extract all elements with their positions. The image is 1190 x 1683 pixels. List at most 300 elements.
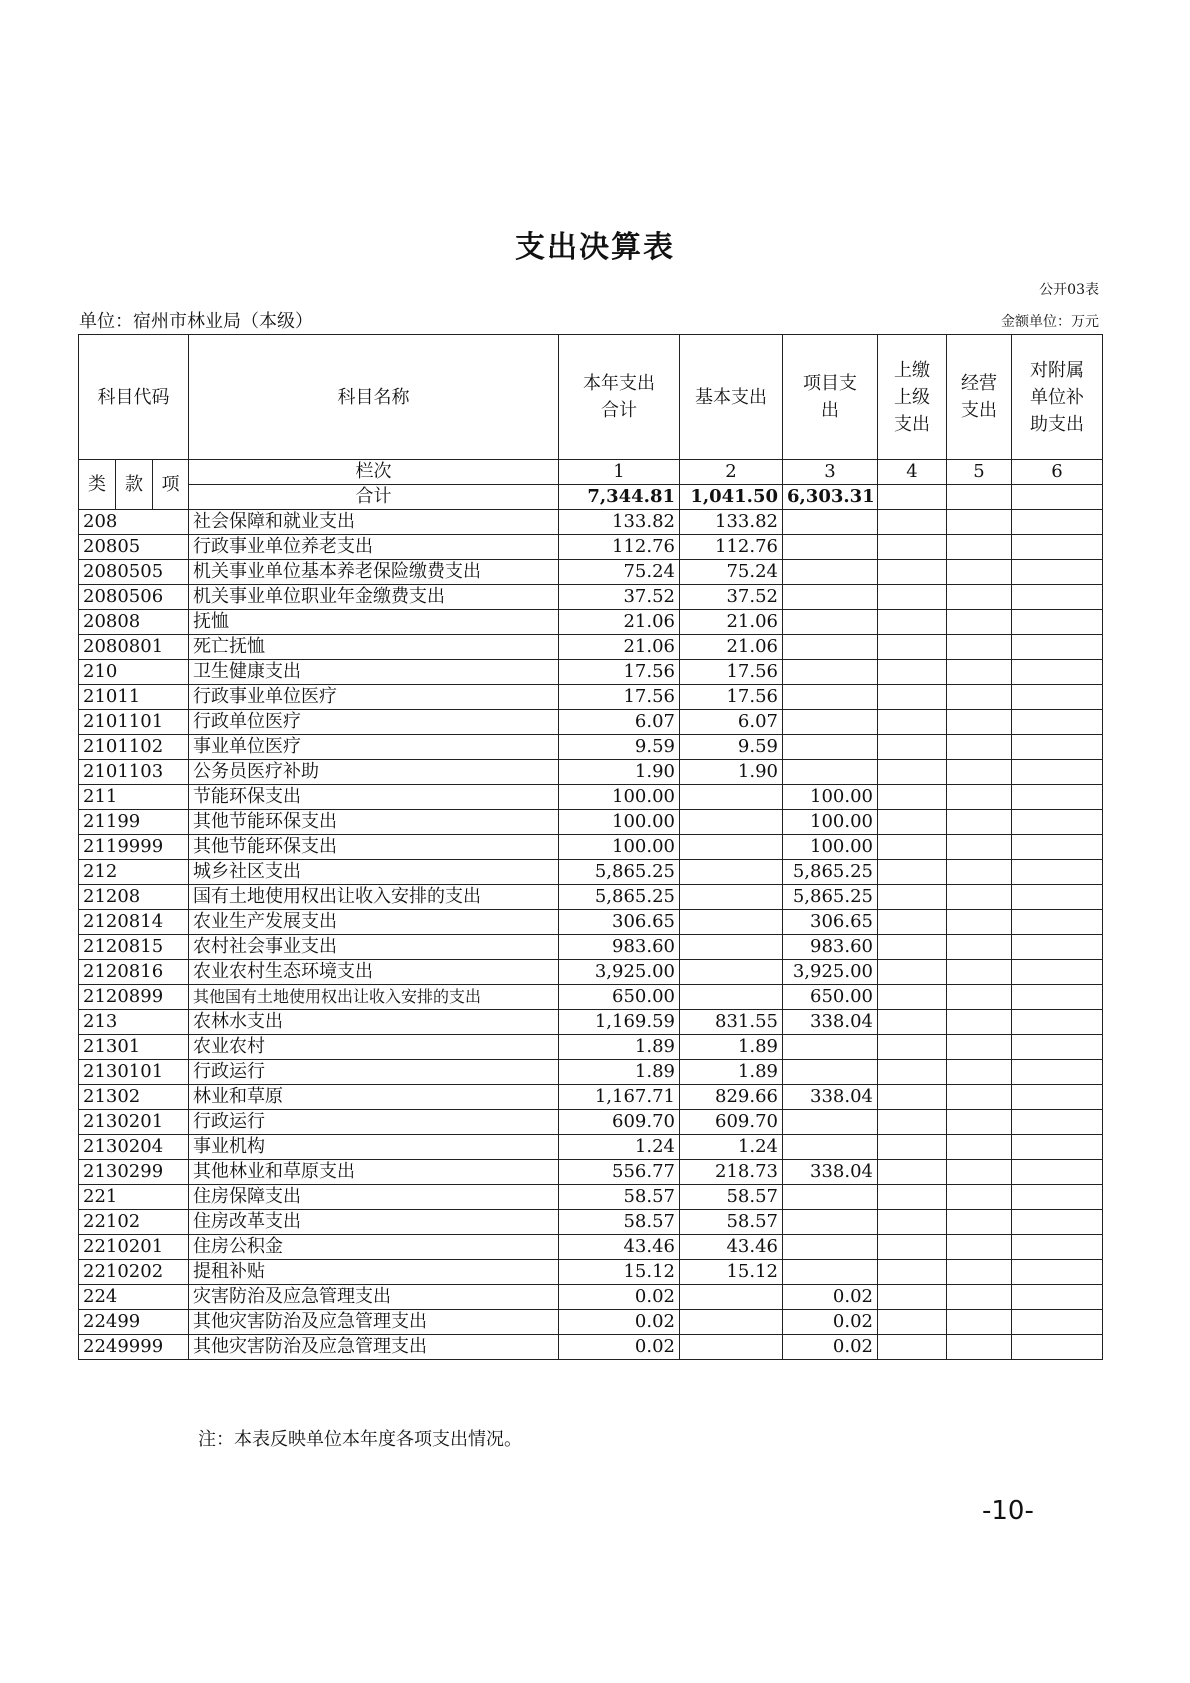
row-code: 208 xyxy=(79,510,189,535)
row-project xyxy=(783,535,878,560)
row-subsidy xyxy=(1012,1310,1103,1335)
row-project xyxy=(783,560,878,585)
row-total: 43.46 xyxy=(559,1235,680,1260)
table-row xyxy=(79,535,1103,560)
row-name: 死亡抚恤 xyxy=(189,635,559,660)
table-row xyxy=(79,1110,1103,1135)
row-code: 2120899 xyxy=(79,985,189,1010)
row-subsidy xyxy=(1012,660,1103,685)
row-total: 15.12 xyxy=(559,1260,680,1285)
row-project: 983.60 xyxy=(783,935,878,960)
row-project xyxy=(783,1060,878,1085)
row-business xyxy=(947,810,1012,835)
row-name: 节能环保支出 xyxy=(189,785,559,810)
row-code: 212 xyxy=(79,860,189,885)
header-row xyxy=(79,335,1103,460)
row-name: 其他国有土地使用权出让收入安排的支出 xyxy=(189,985,559,1010)
row-name: 行政运行 xyxy=(189,1110,559,1135)
row-total: 1,169.59 xyxy=(559,1010,680,1035)
column-index-row xyxy=(79,460,1103,485)
row-basic: 75.24 xyxy=(680,560,783,585)
row-upper xyxy=(878,1185,947,1210)
header-total: 本年支出合计 xyxy=(559,335,680,460)
row-name: 其他节能环保支出 xyxy=(189,810,559,835)
row-project xyxy=(783,710,878,735)
row-code: 22499 xyxy=(79,1310,189,1335)
row-business xyxy=(947,1060,1012,1085)
col-index-3: 3 xyxy=(783,460,878,485)
header-upper: 上缴上级支出 xyxy=(878,335,947,460)
page-number: -10- xyxy=(982,1496,1034,1526)
row-business xyxy=(947,1085,1012,1110)
row-total: 58.57 xyxy=(559,1185,680,1210)
row-business xyxy=(947,935,1012,960)
row-project: 306.65 xyxy=(783,910,878,935)
table-row xyxy=(79,1060,1103,1085)
row-name: 行政事业单位医疗 xyxy=(189,685,559,710)
row-subsidy xyxy=(1012,635,1103,660)
col-index-5: 5 xyxy=(947,460,1012,485)
row-subsidy xyxy=(1012,885,1103,910)
row-basic xyxy=(680,1310,783,1335)
table-row xyxy=(79,1235,1103,1260)
row-name: 事业单位医疗 xyxy=(189,735,559,760)
row-basic: 58.57 xyxy=(680,1185,783,1210)
row-code: 221 xyxy=(79,1185,189,1210)
table-row xyxy=(79,1335,1103,1360)
row-name: 社会保障和就业支出 xyxy=(189,510,559,535)
row-business xyxy=(947,1310,1012,1335)
row-project xyxy=(783,635,878,660)
row-upper xyxy=(878,1335,947,1360)
row-business xyxy=(947,885,1012,910)
row-subsidy xyxy=(1012,760,1103,785)
row-subsidy xyxy=(1012,1185,1103,1210)
table-row xyxy=(79,635,1103,660)
row-subsidy xyxy=(1012,585,1103,610)
row-business xyxy=(947,1210,1012,1235)
row-subsidy xyxy=(1012,1335,1103,1360)
row-code: 2249999 xyxy=(79,1335,189,1360)
row-code: 2120814 xyxy=(79,910,189,935)
row-code: 2101103 xyxy=(79,760,189,785)
row-business xyxy=(947,785,1012,810)
header-business: 经营支出 xyxy=(947,335,1012,460)
row-upper xyxy=(878,885,947,910)
header-subsidy: 对附属单位补助支出 xyxy=(1012,335,1103,460)
row-basic: 218.73 xyxy=(680,1160,783,1185)
row-project: 100.00 xyxy=(783,835,878,860)
row-business xyxy=(947,585,1012,610)
table-row xyxy=(79,1010,1103,1035)
row-upper xyxy=(878,535,947,560)
row-basic: 133.82 xyxy=(680,510,783,535)
row-project: 0.02 xyxy=(783,1310,878,1335)
amount-unit: 金额单位：万元 xyxy=(1001,314,1099,330)
row-business xyxy=(947,1035,1012,1060)
row-total: 0.02 xyxy=(559,1335,680,1360)
row-code: 211 xyxy=(79,785,189,810)
row-upper xyxy=(878,810,947,835)
row-subsidy xyxy=(1012,935,1103,960)
table-note: 注：本表反映单位本年度各项支出情况。 xyxy=(198,1429,522,1450)
row-basic xyxy=(680,960,783,985)
row-code: 2080801 xyxy=(79,635,189,660)
row-basic xyxy=(680,810,783,835)
row-subsidy xyxy=(1012,1110,1103,1135)
row-basic: 37.52 xyxy=(680,585,783,610)
row-basic xyxy=(680,785,783,810)
label-lanci: 栏次 xyxy=(189,460,559,485)
table-row xyxy=(79,960,1103,985)
row-basic: 15.12 xyxy=(680,1260,783,1285)
row-upper xyxy=(878,1110,947,1135)
table-row xyxy=(79,1160,1103,1185)
row-name: 抚恤 xyxy=(189,610,559,635)
table-row xyxy=(79,1185,1103,1210)
row-project: 338.04 xyxy=(783,1010,878,1035)
table-row xyxy=(79,560,1103,585)
row-total: 609.70 xyxy=(559,1110,680,1135)
table-row xyxy=(79,660,1103,685)
row-upper xyxy=(878,985,947,1010)
row-name: 其他林业和草原支出 xyxy=(189,1160,559,1185)
table-row xyxy=(79,810,1103,835)
row-subsidy xyxy=(1012,960,1103,985)
row-code: 2080505 xyxy=(79,560,189,585)
row-business xyxy=(947,1260,1012,1285)
row-project xyxy=(783,585,878,610)
row-code: 213 xyxy=(79,1010,189,1035)
row-upper xyxy=(878,560,947,585)
row-subsidy xyxy=(1012,710,1103,735)
row-subsidy xyxy=(1012,560,1103,585)
row-basic: 112.76 xyxy=(680,535,783,560)
row-code: 2130201 xyxy=(79,1110,189,1135)
row-business xyxy=(947,1335,1012,1360)
row-total: 100.00 xyxy=(559,785,680,810)
total-amount: 7,344.81 xyxy=(559,485,680,510)
table-row xyxy=(79,585,1103,610)
row-project: 3,925.00 xyxy=(783,960,878,985)
row-total: 100.00 xyxy=(559,810,680,835)
expenditure-table xyxy=(78,334,1103,1360)
row-subsidy xyxy=(1012,610,1103,635)
total-subsidy xyxy=(1012,485,1103,510)
table-row xyxy=(79,1310,1103,1335)
row-basic xyxy=(680,835,783,860)
row-subsidy xyxy=(1012,1235,1103,1260)
row-name: 农业农村 xyxy=(189,1035,559,1060)
row-total: 17.56 xyxy=(559,685,680,710)
table-row xyxy=(79,760,1103,785)
row-project: 338.04 xyxy=(783,1160,878,1185)
row-subsidy xyxy=(1012,685,1103,710)
page-title: 支出决算表 xyxy=(515,230,675,265)
row-project: 100.00 xyxy=(783,810,878,835)
row-basic: 17.56 xyxy=(680,660,783,685)
row-total: 21.06 xyxy=(559,635,680,660)
row-basic: 609.70 xyxy=(680,1110,783,1135)
row-subsidy xyxy=(1012,1010,1103,1035)
row-upper xyxy=(878,760,947,785)
row-upper xyxy=(878,1285,947,1310)
row-business xyxy=(947,560,1012,585)
row-business xyxy=(947,710,1012,735)
row-upper xyxy=(878,960,947,985)
row-business xyxy=(947,1185,1012,1210)
row-upper xyxy=(878,1235,947,1260)
col-index-1: 1 xyxy=(559,460,680,485)
row-upper xyxy=(878,510,947,535)
total-project: 6,303.31 xyxy=(783,485,878,510)
row-business xyxy=(947,860,1012,885)
row-project xyxy=(783,610,878,635)
row-upper xyxy=(878,735,947,760)
row-total: 306.65 xyxy=(559,910,680,935)
row-subsidy xyxy=(1012,510,1103,535)
header-kuan: 款 xyxy=(116,460,153,510)
row-business xyxy=(947,910,1012,935)
table-row xyxy=(79,910,1103,935)
row-total: 112.76 xyxy=(559,535,680,560)
row-total: 3,925.00 xyxy=(559,960,680,985)
row-project: 0.02 xyxy=(783,1285,878,1310)
row-project xyxy=(783,685,878,710)
row-total: 75.24 xyxy=(559,560,680,585)
row-code: 224 xyxy=(79,1285,189,1310)
row-project: 5,865.25 xyxy=(783,885,878,910)
row-project xyxy=(783,660,878,685)
row-subsidy xyxy=(1012,785,1103,810)
header-code: 科目代码 xyxy=(79,335,189,460)
row-name: 其他节能环保支出 xyxy=(189,835,559,860)
row-basic: 17.56 xyxy=(680,685,783,710)
row-code: 2130299 xyxy=(79,1160,189,1185)
row-code: 21011 xyxy=(79,685,189,710)
row-name: 事业机构 xyxy=(189,1135,559,1160)
row-basic xyxy=(680,860,783,885)
col-index-2: 2 xyxy=(680,460,783,485)
row-basic xyxy=(680,885,783,910)
row-total: 1,167.71 xyxy=(559,1085,680,1110)
row-code: 20805 xyxy=(79,535,189,560)
row-basic xyxy=(680,1285,783,1310)
row-name: 灾害防治及应急管理支出 xyxy=(189,1285,559,1310)
row-upper xyxy=(878,710,947,735)
row-total: 1.89 xyxy=(559,1060,680,1085)
header-xiang: 项 xyxy=(153,460,189,510)
total-upper xyxy=(878,485,947,510)
row-name: 卫生健康支出 xyxy=(189,660,559,685)
row-business xyxy=(947,1285,1012,1310)
row-business xyxy=(947,735,1012,760)
row-total: 0.02 xyxy=(559,1310,680,1335)
header-project: 项目支出 xyxy=(783,335,878,460)
row-upper xyxy=(878,1310,947,1335)
table-row xyxy=(79,835,1103,860)
row-code: 2101101 xyxy=(79,710,189,735)
table-row xyxy=(79,610,1103,635)
form-number: 公开03表 xyxy=(1039,282,1099,298)
row-total: 0.02 xyxy=(559,1285,680,1310)
row-basic: 21.06 xyxy=(680,635,783,660)
row-total: 983.60 xyxy=(559,935,680,960)
row-business xyxy=(947,1010,1012,1035)
row-business xyxy=(947,535,1012,560)
row-basic xyxy=(680,985,783,1010)
row-total: 1.24 xyxy=(559,1135,680,1160)
label-heji: 合计 xyxy=(189,485,559,510)
row-project: 5,865.25 xyxy=(783,860,878,885)
table-row xyxy=(79,735,1103,760)
row-upper xyxy=(878,835,947,860)
row-name: 住房改革支出 xyxy=(189,1210,559,1235)
row-business xyxy=(947,1160,1012,1185)
row-upper xyxy=(878,1010,947,1035)
row-total: 5,865.25 xyxy=(559,885,680,910)
row-upper xyxy=(878,785,947,810)
row-project xyxy=(783,735,878,760)
table-row xyxy=(79,1210,1103,1235)
table-row xyxy=(79,885,1103,910)
table-row xyxy=(79,935,1103,960)
row-basic: 43.46 xyxy=(680,1235,783,1260)
row-upper xyxy=(878,1160,947,1185)
row-project xyxy=(783,1110,878,1135)
row-code: 2210202 xyxy=(79,1260,189,1285)
row-name: 农林水支出 xyxy=(189,1010,559,1035)
row-business xyxy=(947,760,1012,785)
row-code: 21302 xyxy=(79,1085,189,1110)
row-basic: 1.24 xyxy=(680,1135,783,1160)
row-subsidy xyxy=(1012,910,1103,935)
row-subsidy xyxy=(1012,1160,1103,1185)
total-row xyxy=(79,485,1103,510)
row-project xyxy=(783,1210,878,1235)
row-basic: 21.06 xyxy=(680,610,783,635)
row-basic: 831.55 xyxy=(680,1010,783,1035)
row-code: 21301 xyxy=(79,1035,189,1060)
row-name: 国有土地使用权出让收入安排的支出 xyxy=(189,885,559,910)
row-code: 2210201 xyxy=(79,1235,189,1260)
row-business xyxy=(947,1235,1012,1260)
row-business xyxy=(947,635,1012,660)
row-upper xyxy=(878,1260,947,1285)
row-code: 2120816 xyxy=(79,960,189,985)
row-code: 2080506 xyxy=(79,585,189,610)
row-basic: 1.90 xyxy=(680,760,783,785)
row-total: 100.00 xyxy=(559,835,680,860)
row-basic: 829.66 xyxy=(680,1085,783,1110)
row-business xyxy=(947,1135,1012,1160)
row-project: 0.02 xyxy=(783,1335,878,1360)
row-subsidy xyxy=(1012,1260,1103,1285)
row-name: 住房公积金 xyxy=(189,1235,559,1260)
row-total: 37.52 xyxy=(559,585,680,610)
table-row xyxy=(79,1285,1103,1310)
reporting-unit: 单位：宿州市林业局（本级） xyxy=(79,311,313,332)
row-name: 机关事业单位基本养老保险缴费支出 xyxy=(189,560,559,585)
row-subsidy xyxy=(1012,1060,1103,1085)
table-row xyxy=(79,1085,1103,1110)
total-basic: 1,041.50 xyxy=(680,485,783,510)
row-project xyxy=(783,760,878,785)
row-name: 城乡社区支出 xyxy=(189,860,559,885)
row-basic xyxy=(680,910,783,935)
col-index-4: 4 xyxy=(878,460,947,485)
row-name: 农村社会事业支出 xyxy=(189,935,559,960)
row-business xyxy=(947,510,1012,535)
row-subsidy xyxy=(1012,1085,1103,1110)
row-name: 行政事业单位养老支出 xyxy=(189,535,559,560)
row-upper xyxy=(878,685,947,710)
row-total: 17.56 xyxy=(559,660,680,685)
row-name: 机关事业单位职业年金缴费支出 xyxy=(189,585,559,610)
row-business xyxy=(947,835,1012,860)
row-business xyxy=(947,985,1012,1010)
row-name: 其他灾害防治及应急管理支出 xyxy=(189,1310,559,1335)
header-name: 科目名称 xyxy=(189,335,559,460)
row-subsidy xyxy=(1012,1035,1103,1060)
total-business xyxy=(947,485,1012,510)
row-upper xyxy=(878,910,947,935)
row-total: 556.77 xyxy=(559,1160,680,1185)
row-code: 22102 xyxy=(79,1210,189,1235)
row-business xyxy=(947,610,1012,635)
row-code: 20808 xyxy=(79,610,189,635)
row-code: 2130204 xyxy=(79,1135,189,1160)
row-upper xyxy=(878,610,947,635)
row-subsidy xyxy=(1012,1285,1103,1310)
row-basic: 1.89 xyxy=(680,1035,783,1060)
row-upper xyxy=(878,860,947,885)
row-total: 21.06 xyxy=(559,610,680,635)
row-name: 住房保障支出 xyxy=(189,1185,559,1210)
row-project xyxy=(783,1185,878,1210)
row-business xyxy=(947,960,1012,985)
row-basic: 9.59 xyxy=(680,735,783,760)
row-subsidy xyxy=(1012,835,1103,860)
row-name: 公务员医疗补助 xyxy=(189,760,559,785)
row-upper xyxy=(878,660,947,685)
row-total: 650.00 xyxy=(559,985,680,1010)
row-project xyxy=(783,1035,878,1060)
row-name: 行政运行 xyxy=(189,1060,559,1085)
row-subsidy xyxy=(1012,1135,1103,1160)
row-project xyxy=(783,1260,878,1285)
row-total: 9.59 xyxy=(559,735,680,760)
row-project: 100.00 xyxy=(783,785,878,810)
table-row xyxy=(79,510,1103,535)
row-upper xyxy=(878,635,947,660)
row-code: 21208 xyxy=(79,885,189,910)
table-row xyxy=(79,1135,1103,1160)
row-code: 2119999 xyxy=(79,835,189,860)
row-name: 林业和草原 xyxy=(189,1085,559,1110)
row-code: 21199 xyxy=(79,810,189,835)
row-basic: 6.07 xyxy=(680,710,783,735)
table-row xyxy=(79,985,1103,1010)
row-upper xyxy=(878,1035,947,1060)
row-business xyxy=(947,1110,1012,1135)
row-upper xyxy=(878,1060,947,1085)
row-total: 5,865.25 xyxy=(559,860,680,885)
row-upper xyxy=(878,585,947,610)
row-basic xyxy=(680,1335,783,1360)
table-row xyxy=(79,785,1103,810)
row-project: 338.04 xyxy=(783,1085,878,1110)
